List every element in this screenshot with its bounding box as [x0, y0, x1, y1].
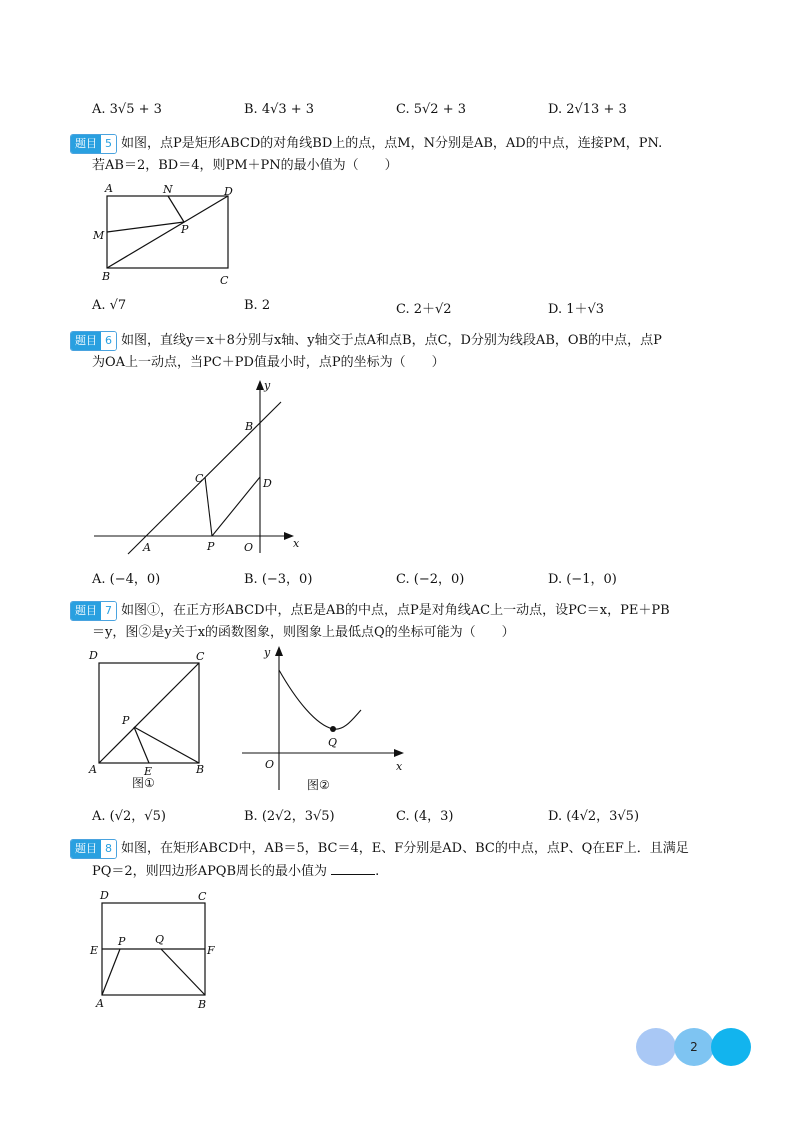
q8-label-a: A [96, 997, 104, 1010]
q4-option-d: D. 2√13 + 3 [548, 102, 627, 117]
q6-option-d: D. (−1，0) [548, 572, 617, 587]
q5-options [92, 298, 732, 318]
q6-option-b: B. (−3，0) [244, 572, 313, 587]
q7-label-p: P [122, 714, 130, 727]
q5-line1 [70, 133, 750, 155]
q5-option-a: A. √7 [92, 298, 127, 313]
q5-segment-pm [107, 222, 184, 232]
q7-point-q [330, 726, 336, 732]
q5-tag: 题目 5 [70, 134, 117, 154]
question-7 [70, 600, 750, 644]
q6-label-c: C [195, 472, 204, 485]
q6-option-c: C. (−2，0) [396, 572, 465, 587]
q6-text-2: 为OA上一动点，当PC＋PD值最小时，点P的坐标为（ ） [92, 355, 445, 370]
q7-caption-2: 图② [307, 778, 330, 792]
q6-text-1: 如图，直线y＝x＋8分别与x轴、y轴交于点A和点B，点C，D分别为线段AB，OB的中点，点P [121, 333, 662, 348]
q5-option-c: C. 2＋√2 [396, 302, 452, 317]
q7-label-e: E [144, 765, 153, 778]
q5-label-p: P [181, 223, 189, 236]
q7-label-d: D [89, 649, 98, 662]
q6-line1 [70, 330, 750, 352]
q7-segment-pe [134, 727, 149, 763]
q7-options [92, 805, 732, 825]
q4-option-a: A. 3√5 + 3 [92, 102, 162, 117]
q7-option-b: B. (2√2，3√5) [244, 809, 335, 824]
q8-answer-blank[interactable] [331, 860, 375, 875]
q7-figure-1 [86, 645, 216, 795]
page-circle-right [711, 1028, 751, 1066]
q6-line-ab [128, 402, 281, 554]
q6-label-x: x [293, 537, 300, 550]
q8-label-e: E [90, 944, 99, 957]
q7-label-x: x [396, 760, 403, 773]
q5-segment-pn [168, 196, 184, 222]
q8-line1 [70, 838, 750, 860]
q8-label-q: Q [155, 933, 165, 946]
q6-figure [88, 375, 318, 560]
q4-option-c: C. 5√2 + 3 [396, 102, 467, 117]
q5-label-b: B [102, 270, 111, 283]
q4-option-b: B. 4√3 + 3 [244, 102, 315, 117]
q7-option-a: A. (√2，√5) [92, 809, 166, 824]
q8-text-1: 如图，在矩形ABCD中，AB＝5，BC＝4，E、F分别是AD、BC的中点，点P、Q在EF上．且满足 [121, 841, 689, 856]
q5-label-n: N [163, 183, 173, 196]
q8-label-d: D [100, 889, 109, 902]
q7-line1 [70, 600, 750, 622]
q6-label-p: P [207, 540, 215, 553]
q5-text-2: 若AB＝2，BD＝4，则PM＋PN的最小值为（ ） [92, 158, 398, 173]
q5-label-d: D [224, 185, 233, 198]
q5-option-b: B. 2 [244, 298, 271, 313]
q7-option-d: D. (4√2，3√5) [548, 809, 640, 824]
q7-tag: 题目 7 [70, 601, 117, 621]
q8-label-c: C [198, 890, 207, 903]
page-circle-left [636, 1028, 676, 1066]
q7-label-q: Q [328, 736, 338, 749]
q6-y-arrow [256, 380, 264, 390]
q6-options [92, 568, 732, 588]
q6-label-o: O [244, 541, 254, 554]
q7-function-curve [279, 670, 361, 729]
q8-label-b: B [198, 998, 207, 1011]
q8-segment-ap [102, 949, 120, 995]
q8-tag: 题目 8 [70, 839, 117, 859]
q7-label-b: B [196, 763, 205, 776]
q8-text-2: PQ＝2，则四边形APQB周长的最小值为 . [70, 860, 750, 883]
question-8 [70, 838, 750, 883]
q5-label-c: C [220, 274, 229, 287]
q8-figure [86, 885, 226, 1015]
q5-text-1: 如图，点P是矩形ABCD的对角线BD上的点，点M，N分别是AB，AD的中点，连接PM，PN. [121, 136, 663, 151]
q6-option-a: A. (−4，0) [92, 572, 161, 587]
q7-label-a: A [89, 763, 97, 776]
q6-label-b: B [245, 420, 254, 433]
q5-figure [88, 180, 248, 290]
q4-options [92, 102, 732, 122]
q6-segment-pd [212, 477, 260, 536]
q6-label-d: D [263, 477, 272, 490]
q7-x-arrow [394, 749, 404, 757]
q7-segment-pb [134, 727, 199, 763]
q7-caption-1: 图① [132, 776, 155, 790]
q8-label-p: P [118, 935, 126, 948]
page-number: 2 [690, 1040, 698, 1054]
q7-text-2: ＝y，图②是y关于x的函数图象，则图象上最低点Q的坐标可能为（ ） [92, 625, 515, 640]
q7-diagonal-ac [99, 663, 199, 763]
q8-label-f: F [207, 944, 215, 957]
q7-figure-2 [236, 640, 412, 795]
q6-label-a: A [143, 541, 151, 554]
q7-label-o: O [265, 758, 275, 771]
q7-label-c: C [196, 650, 205, 663]
q7-label-y: y [264, 646, 271, 659]
q5-option-d: D. 1＋√3 [548, 302, 605, 317]
q6-segment-pc [205, 477, 212, 536]
q7-text-1: 如图①，在正方形ABCD中，点E是AB的中点，点P是对角线AC上一动点，设PC＝x，PE＋PB [121, 603, 670, 618]
q5-diagonal-bd [107, 196, 228, 268]
q6-tag: 题目 6 [70, 331, 117, 351]
q5-label-a: A [105, 182, 113, 195]
q8-segment-qb [161, 949, 205, 995]
q6-label-y: y [264, 379, 271, 392]
question-5 [70, 133, 750, 177]
q7-y-arrow [275, 646, 283, 656]
q5-label-m: M [93, 229, 105, 242]
q7-option-c: C. (4，3) [396, 809, 454, 824]
question-6 [70, 330, 750, 374]
